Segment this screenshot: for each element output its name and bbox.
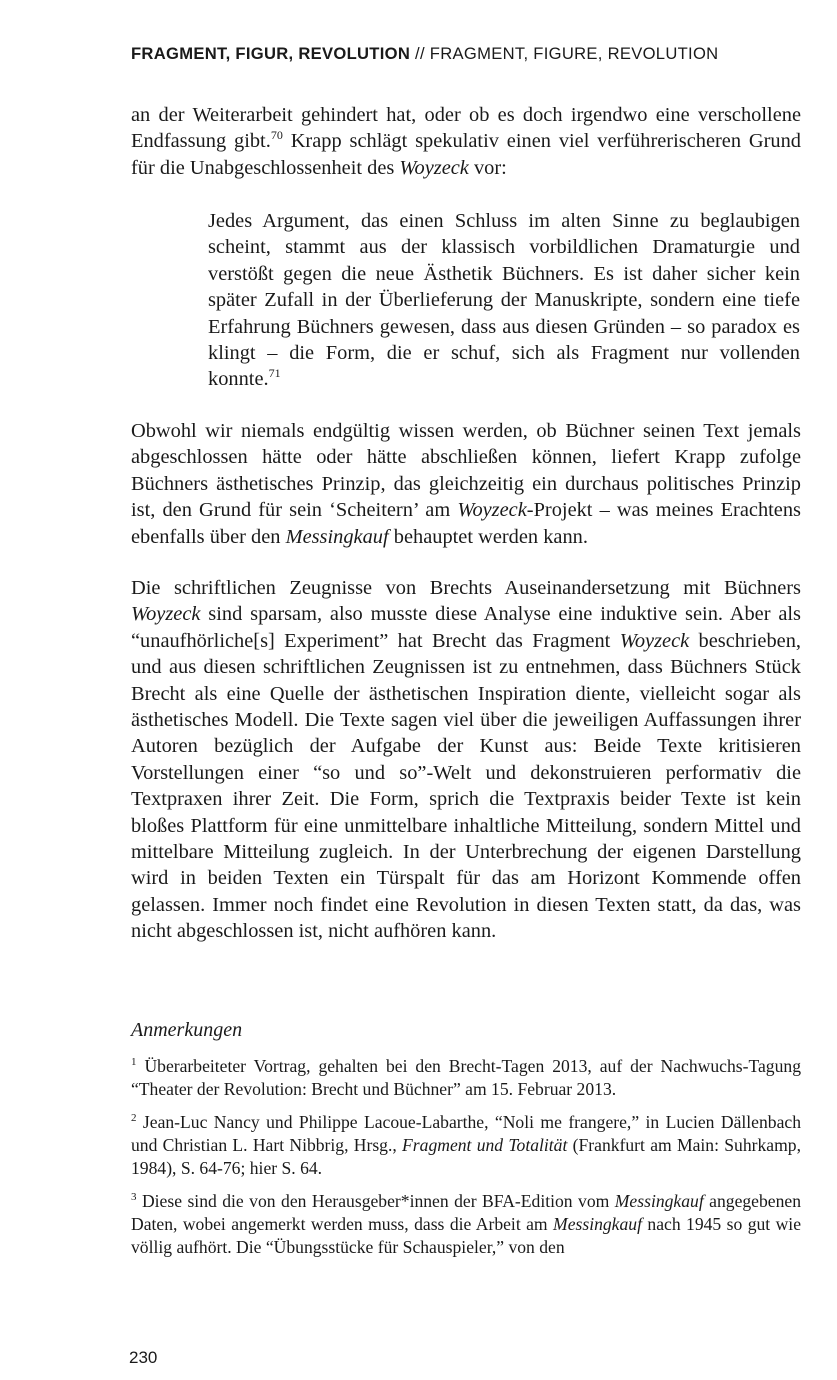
footnote-1: $^1$ Überarbeiteter Vortrag, gehalten bei den Brecht-Tagen 2013, auf der Nachwuchs-Tagung “Theater der Revolution: Brecht und Büchner” am 15. Februar 2013. (131, 1056, 801, 1100)
notes-heading: Anmerkungen (131, 1019, 243, 1041)
block-quote: Jedes Argument, das einen Schluss im alten Sinne zu beglaubigen scheint, stammt aus der klassisch vorbildlichen Dramaturgie und verstößt gegen die neue Ästhetik Büchners. Es ist daher sicher kein später Zufall in der Überlieferung der Manuskripte, sondern eine tiefe Erfahrung Büchners gewesen, dass aus diesen Gründen – so paradox es klingt – die Form, die er schuf, sich als Fragment nur vollenden konnte.$^{71}$ (208, 210, 800, 391)
footnote-2: $^2$ Jean-Luc Nancy und Philippe Lacoue-Labarthe, “Noli me frangere,” in Lucien Dällenbach und Christian L. Hart Nibbrig, Hrsg., Fragment und Totalität (Frankfurt am Main: Suhrkamp, 1984), S. 64-76; hier S. 64. (131, 1112, 801, 1179)
paragraph-conclusion: Die schriftlichen Zeugnisse von Brechts Auseinandersetzung mit Büchners Woyzeck sind sparsam, also musste diese Analyse eine induktive sein. Aber als “unaufhörliche[s] Experiment” hat Brecht das Fragment Woyzeck beschrieben, und aus diesen schriftlichen Zeugnissen ist zu entnehmen, dass Büchners Stück Brecht als eine Quelle der ästhetischen Inspiration diente, vielleicht sogar als ästhetisches Modell. Die Texte sagen viel über die jeweiligen Auffassungen ihrer Autoren bezüglich der Aufgabe der Kunst aus: Beide Texte kritisieren Vorstellungen einer “so und so”-Welt und dekonstruieren performativ die Textpraxen ihrer Zeit. Die Form, sprich die Textpraxis beider Texte ist kein bloßes Plattform für eine unmittelbare inhaltliche Mitteilung, sondern Mittel und mittelbare Mitteilung zugleich. In der Unterbrechung der eigenen Darstellung wird in beiden Texten ein Türspalt für das am Horizont Kommende offen gelassen. Immer noch findet eine Revolution in diesen Texten statt, da das, was nicht abgeschlossen ist, nicht aufhören kann. (131, 577, 801, 943)
footnote-number: 2 (131, 1112, 137, 1125)
header-english-title: FRAGMENT, FIGURE, REVOLUTION (429, 44, 719, 63)
header-german-title: FRAGMENT, FIGUR, REVOLUTION (131, 44, 411, 63)
footnote-ref-70[interactable]: 70 (270, 128, 283, 143)
paragraph-intro: an der Weiterarbeit gehindert hat, oder ob es doch irgendwo eine verschollene Endfassung gibt.$^{70}$ Krapp schlägt spekulativ einen viel verführerischeren Grund für die Unabgeschlossenheit des Woyzeck vor: (131, 104, 801, 179)
paragraph-krapp: Obwohl wir niemals endgültig wissen werden, ob Büchner seinen Text jemals abgeschlossen hätte oder hätte abschließen können, liefert Krapp zufolge Büchners ästhetisches Prinzip, das gleichzeitig ein durchaus politisches Prinzip ist, den Grund für sein ‘Scheitern’ am Woyzeck-Projekt – was meines Erachtens ebenfalls über den Messingkauf behauptet werden kann. (131, 420, 801, 548)
footnote-number: 3 (131, 1191, 137, 1204)
header-separator: // (410, 44, 430, 63)
footnote-3: $^3$ Diese sind die von den Herausgeber*innen der BFA-Edition vom Messingkauf angegebenen Daten, wobei angemerkt werden muss, dass die Arbeit am Messingkauf nach 1945 so gut wie völlig aufhört. Die “Übungsstücke für Schauspieler,” von den (131, 1191, 802, 1258)
footnote-ref-71[interactable]: 71 (268, 366, 281, 381)
page-number: 230 (129, 1348, 158, 1367)
running-header (131, 44, 811, 64)
footnote-number: 1 (131, 1056, 137, 1069)
